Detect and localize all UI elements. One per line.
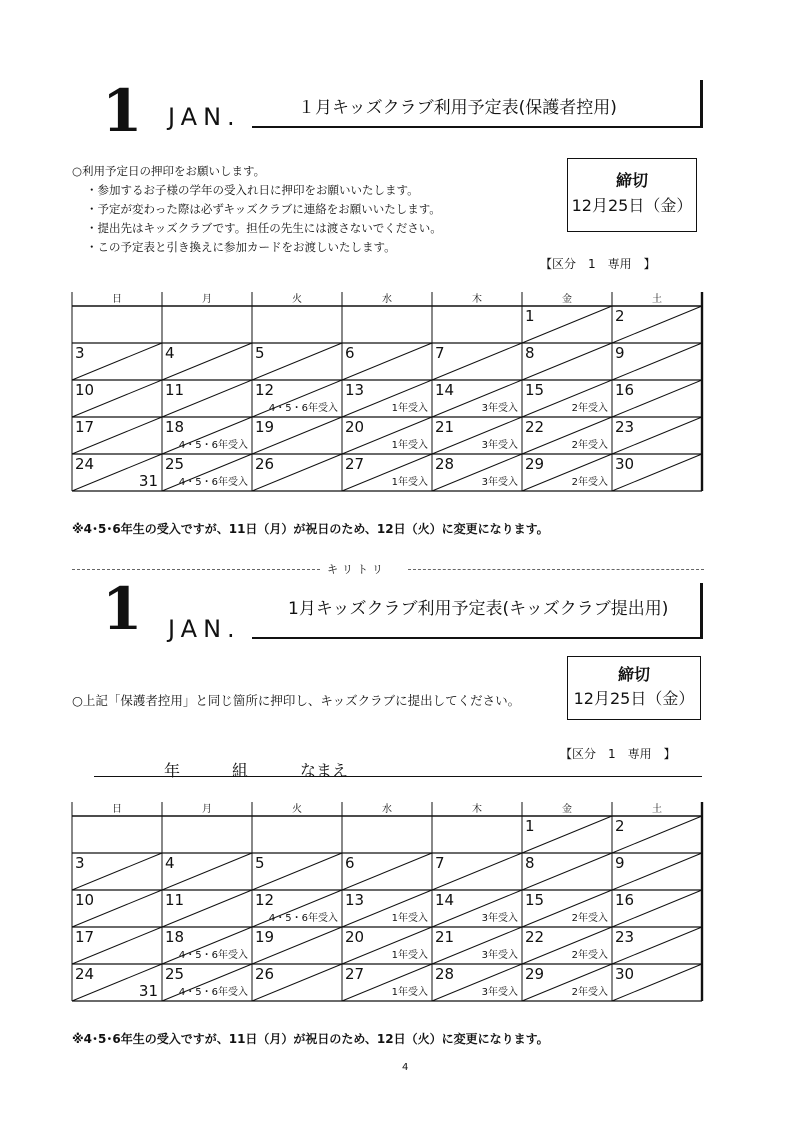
signature-name-label: なまえ [300, 761, 349, 780]
acceptance-note: 1年受入 [391, 477, 428, 488]
deadline-date: 12月25日（金） [571, 196, 693, 215]
month-abbr: JAN. [168, 103, 241, 131]
day-number: 28 [435, 965, 455, 983]
day-number: 24 [75, 965, 95, 983]
day-number: 19 [255, 418, 275, 436]
acceptance-note: 3年受入 [481, 440, 518, 451]
cell-diagonal [252, 343, 342, 380]
acceptance-note: 4・5・6年受入 [178, 440, 248, 451]
cell-diagonal [612, 853, 702, 890]
weekday-label: 土 [652, 804, 662, 815]
instructions [72, 691, 520, 710]
day-number: 26 [255, 455, 275, 473]
deadline-date: 12月25日（金） [573, 689, 695, 708]
day-number: 22 [525, 928, 545, 946]
day-number: 6 [345, 854, 355, 872]
day-number: 30 [615, 455, 635, 473]
cell-diagonal [522, 853, 612, 890]
acceptance-note: 2年受入 [571, 477, 608, 488]
day-number: 25 [165, 455, 185, 473]
day-number: 27 [345, 965, 365, 983]
day-number: 7 [435, 854, 445, 872]
day-number: 21 [435, 418, 455, 436]
acceptance-note: 4・5・6年受入 [178, 987, 248, 998]
cut-line-right [408, 569, 704, 570]
day-number: 3 [75, 344, 85, 362]
signature-class-label: 組 [232, 761, 249, 780]
day-number: 3 [75, 854, 85, 872]
day-number: 23 [615, 418, 635, 436]
day-number: 31 [138, 472, 158, 490]
day-number: 4 [165, 854, 175, 872]
day-number: 8 [525, 344, 535, 362]
instruction-line: ○利用予定日の押印をお願いします。 [72, 164, 266, 178]
acceptance-note: 3年受入 [481, 477, 518, 488]
day-number: 23 [615, 928, 635, 946]
calendar-grid [72, 292, 704, 490]
title-underline [252, 126, 702, 128]
instruction-line: ○上記「保護者控用」と同じ箇所に押印し、キッズクラブに提出してください。 [72, 693, 521, 708]
weekday-label: 火 [292, 294, 302, 305]
day-number: 14 [435, 381, 455, 399]
day-number: 20 [345, 928, 365, 946]
day-number: 19 [255, 928, 275, 946]
day-number: 15 [525, 381, 545, 399]
deadline-label: 締切 [617, 665, 650, 684]
acceptance-note: 2年受入 [571, 987, 608, 998]
cell-diagonal [162, 343, 252, 380]
day-number: 21 [435, 928, 455, 946]
instruction-line: ・提出先はキッズクラブです。担任の先生には渡さないでください。 [86, 221, 442, 235]
day-number: 12 [255, 381, 275, 399]
day-number: 5 [255, 344, 265, 362]
cell-diagonal [342, 343, 432, 380]
cell-diagonal [522, 306, 612, 343]
month-number: 1 [102, 77, 143, 145]
acceptance-note: 2年受入 [571, 913, 608, 924]
page-title: 1月キッズクラブ利用予定表(キッズクラブ提出用) [288, 599, 669, 619]
day-number: 12 [255, 891, 275, 909]
day-number: 17 [75, 418, 95, 436]
instruction-line: ・参加するお子様の学年の受入れ日に押印をお願いいたします。 [86, 183, 419, 197]
day-number: 10 [75, 381, 95, 399]
cell-diagonal [342, 853, 432, 890]
weekday-label: 土 [652, 294, 662, 305]
day-number: 10 [75, 891, 95, 909]
day-number: 28 [435, 455, 455, 473]
day-number: 11 [165, 891, 185, 909]
day-number: 16 [615, 891, 635, 909]
day-number: 6 [345, 344, 355, 362]
footnote: ※4･5･6年生の受入ですが、11日（月）が祝日のため、12日（火）に変更になります。 [72, 522, 549, 536]
deadline-box [567, 158, 697, 232]
weekday-label: 水 [382, 804, 392, 815]
day-number: 24 [75, 455, 95, 473]
acceptance-note: 2年受入 [571, 440, 608, 451]
cell-diagonal [612, 816, 702, 853]
title-bracket [700, 583, 703, 639]
day-number: 15 [525, 891, 545, 909]
title-underline [252, 637, 702, 639]
deadline-box [567, 656, 701, 720]
acceptance-note: 4・5・6年受入 [268, 913, 338, 924]
acceptance-note: 1年受入 [391, 403, 428, 414]
acceptance-note: 4・5・6年受入 [178, 950, 248, 961]
weekday-label: 月 [202, 294, 212, 305]
cell-diagonal [72, 343, 162, 380]
weekday-label: 木 [472, 294, 482, 305]
cell-diagonal [72, 853, 162, 890]
day-number: 7 [435, 344, 445, 362]
acceptance-note: 1年受入 [391, 913, 428, 924]
calendar-grid [72, 802, 704, 1000]
acceptance-note: 3年受入 [481, 913, 518, 924]
title-bracket [700, 80, 703, 128]
cell-diagonal [162, 853, 252, 890]
day-number: 2 [615, 817, 625, 835]
weekday-label: 金 [562, 294, 572, 305]
day-number: 8 [525, 854, 535, 872]
weekday-label: 水 [382, 294, 392, 305]
day-number: 1 [525, 817, 535, 835]
weekday-label: 火 [292, 804, 302, 815]
day-number: 13 [345, 381, 365, 399]
day-number: 27 [345, 455, 365, 473]
acceptance-note: 3年受入 [481, 950, 518, 961]
day-number: 18 [165, 418, 185, 436]
cell-diagonal [522, 816, 612, 853]
deadline-label: 締切 [615, 171, 648, 190]
day-number: 22 [525, 418, 545, 436]
month-abbr: JAN. [168, 615, 241, 643]
acceptance-note: 3年受入 [481, 403, 518, 414]
day-number: 16 [615, 381, 635, 399]
weekday-label: 日 [112, 294, 122, 305]
weekday-label: 日 [112, 804, 122, 815]
day-number: 1 [525, 307, 535, 325]
day-number: 29 [525, 965, 545, 983]
day-number: 9 [615, 854, 625, 872]
day-number: 9 [615, 344, 625, 362]
acceptance-note: 1年受入 [391, 987, 428, 998]
cell-diagonal [252, 853, 342, 890]
instructions [72, 162, 442, 257]
instruction-line: ・予定が変わった際は必ずキッズクラブに連絡をお願いいたします。 [86, 202, 441, 216]
cell-diagonal [522, 343, 612, 380]
day-number: 4 [165, 344, 175, 362]
acceptance-note: 2年受入 [571, 950, 608, 961]
day-number: 30 [615, 965, 635, 983]
cell-diagonal [432, 853, 522, 890]
day-number: 17 [75, 928, 95, 946]
acceptance-note: 4・5・6年受入 [178, 477, 248, 488]
category-label: 【区分 1 専用 】 [560, 747, 676, 761]
day-number: 18 [165, 928, 185, 946]
day-number: 13 [345, 891, 365, 909]
weekday-label: 月 [202, 804, 212, 815]
day-number: 5 [255, 854, 265, 872]
day-number: 29 [525, 455, 545, 473]
page-title: １月キッズクラブ利用予定表(保護者控用) [298, 98, 617, 118]
footnote: ※4･5･6年生の受入ですが、11日（月）が祝日のため、12日（火）に変更になります。 [72, 1032, 549, 1046]
day-number: 11 [165, 381, 185, 399]
acceptance-note: 2年受入 [571, 403, 608, 414]
day-number: 20 [345, 418, 365, 436]
acceptance-note: 1年受入 [391, 440, 428, 451]
weekday-label: 木 [472, 804, 482, 815]
signature-year-label: 年 [164, 761, 181, 780]
month-number: 1 [102, 575, 143, 643]
day-number: 31 [138, 982, 158, 1000]
cell-diagonal [612, 306, 702, 343]
cell-diagonal [432, 343, 522, 380]
signature-line [94, 776, 702, 777]
category-label: 【区分 1 専用 】 [540, 257, 656, 271]
day-number: 14 [435, 891, 455, 909]
acceptance-note: 4・5・6年受入 [268, 403, 338, 414]
acceptance-note: 1年受入 [391, 950, 428, 961]
cut-line-left [72, 569, 320, 570]
day-number: 26 [255, 965, 275, 983]
instruction-line: ・この予定表と引き換えに参加カードをお渡しいたします。 [86, 240, 396, 254]
day-number: 2 [615, 307, 625, 325]
page-number: 4 [402, 1062, 409, 1073]
acceptance-note: 3年受入 [481, 987, 518, 998]
weekday-label: 金 [562, 804, 572, 815]
cut-label: キリトリ [327, 563, 387, 576]
day-number: 25 [165, 965, 185, 983]
cell-diagonal [612, 343, 702, 380]
